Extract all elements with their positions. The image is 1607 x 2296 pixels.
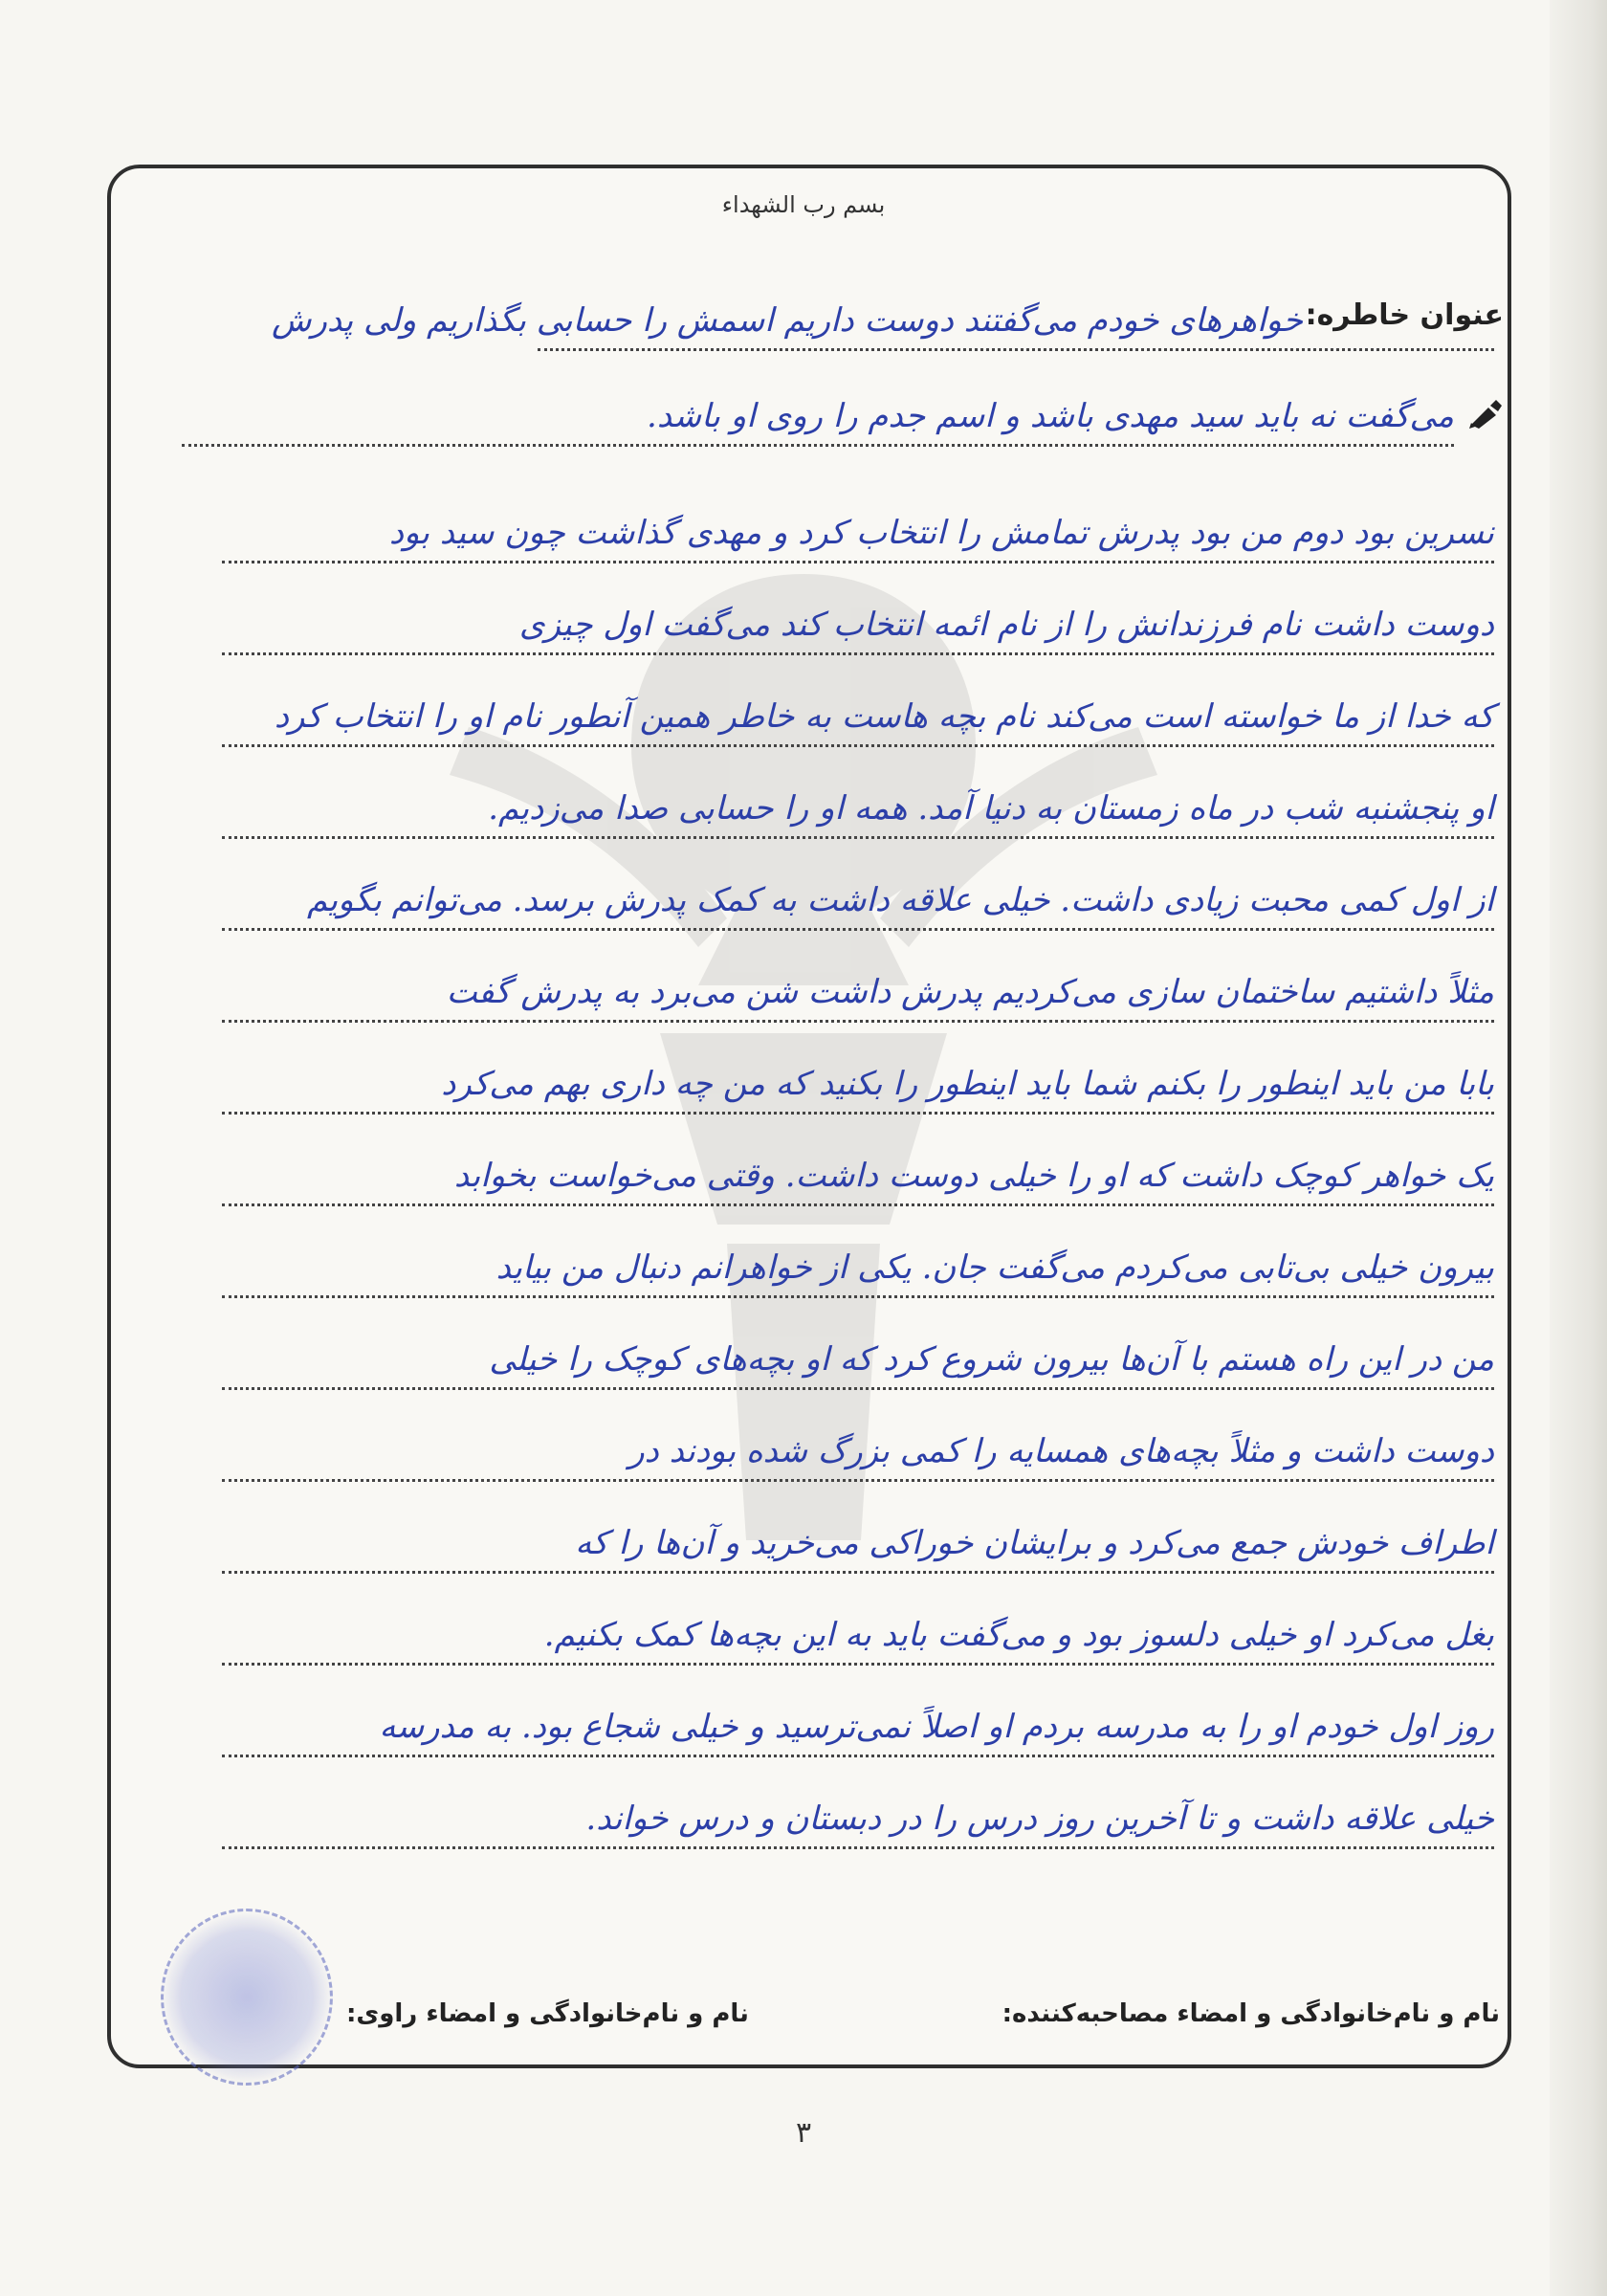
ruled-dotted-line — [222, 1020, 1494, 1023]
pen-icon — [1467, 398, 1504, 430]
ruled-dotted-line — [222, 1846, 1494, 1849]
handwritten-line: یک خواهر کوچک داشت که او را خیلی دوست داشت. وقتی می‌خواست بخوابد — [453, 1157, 1494, 1195]
handwritten-line: که خدا از ما خواسته است می‌کند نام بچه هاست به خاطر همین آنطور نام او را انتخاب کرد — [274, 697, 1494, 736]
ruled-dotted-line — [222, 1112, 1494, 1115]
ruled-dotted-line — [222, 836, 1494, 839]
handwritten-line: می‌گفت نه باید سید مهدی باشد و اسم جدم را روی او باشد. — [647, 397, 1454, 435]
narrator-signature-label: نام و نام‌خانوادگی و امضاء راوی: — [346, 1999, 749, 2028]
ruled-dotted-line — [222, 1387, 1494, 1390]
handwritten-line: بغل می‌کرد او خیلی دلسوز بود و می‌گفت باید به این بچه‌ها کمک بکنیم. — [543, 1616, 1494, 1654]
handwritten-line: خواهرهای خودم می‌گفتند دوست داریم اسمش را حسابی بگذاریم ولی پدرش — [271, 301, 1303, 340]
ruled-dotted-line — [222, 1755, 1494, 1757]
handwritten-line: بیرون خیلی بی‌تابی می‌کردم می‌گفت جان. یکی از خواهرانم دنبال من بیاید — [495, 1248, 1494, 1287]
ruled-dotted-line — [538, 348, 1494, 351]
handwritten-line: نسرین بود دوم من بود پدرش تمامش را انتخاب کرد و مهدی گذاشت چون سید بود — [388, 514, 1494, 552]
handwritten-line: روز اول خودم او را به مدرسه بردم او اصلاً نمی‌ترسید و خیلی شجاع بود. به مدرسه — [379, 1708, 1494, 1746]
organization-stamp — [161, 1909, 333, 2086]
handwritten-line: اطراف خودش جمع می‌کرد و برایشان خوراکی می‌خرید و آن‌ها را که — [575, 1524, 1494, 1562]
handwritten-line: دوست داشت نام فرزندانش را از نام ائمه انتخاب کند می‌گفت اول چیزی — [518, 606, 1494, 644]
handwritten-line: من در این راه هستم با آن‌ها بیرون شروع کرد که او بچه‌های کوچک را خیلی — [489, 1340, 1494, 1379]
page-header: بسم رب الشهداء — [721, 191, 886, 218]
handwritten-line: مثلاً داشتیم ساختمان سازی می‌کردیم پدرش داشت شن می‌برد به پدرش گفت — [446, 973, 1494, 1011]
page-edge — [1550, 0, 1607, 2296]
handwritten-line: او پنجشنبه شب در ماه زمستان به دنیا آمد. همه او را حسابی صدا می‌زدیم. — [488, 789, 1494, 828]
ruled-dotted-line — [222, 1479, 1494, 1482]
handwritten-line: از اول کمی محبت زیادی داشت. خیلی علاقه داشت به کمک پدرش برسد. می‌توانم بگویم — [307, 881, 1494, 919]
ruled-dotted-line — [222, 1571, 1494, 1574]
ruled-dotted-line — [222, 561, 1494, 563]
ruled-dotted-line — [222, 1295, 1494, 1298]
page-number: ۳ — [795, 2116, 812, 2150]
ruled-dotted-line — [182, 444, 1454, 447]
memory-title-label: عنوان خاطره: — [1305, 298, 1504, 332]
watermark-emblem — [411, 536, 1196, 1588]
handwritten-line: دوست داشت و مثلاً بچه‌های همسایه را کمی بزرگ شده بودند در — [628, 1432, 1494, 1470]
ruled-dotted-line — [222, 928, 1494, 931]
interviewer-signature-label: نام و نام‌خانوادگی و امضاء مصاحبه‌کننده: — [1002, 1999, 1500, 2028]
ruled-dotted-line — [222, 652, 1494, 655]
handwritten-line: بابا من باید اینطور را بکنم شما باید اینطور را بکنید که من چه داری بهم می‌کرد — [441, 1065, 1494, 1103]
ruled-dotted-line — [222, 1663, 1494, 1666]
ruled-dotted-line — [222, 744, 1494, 747]
handwritten-line: خیلی علاقه داشت و تا آخرین روز درس را در دبستان و درس خواند. — [585, 1799, 1494, 1838]
ruled-dotted-line — [222, 1203, 1494, 1206]
